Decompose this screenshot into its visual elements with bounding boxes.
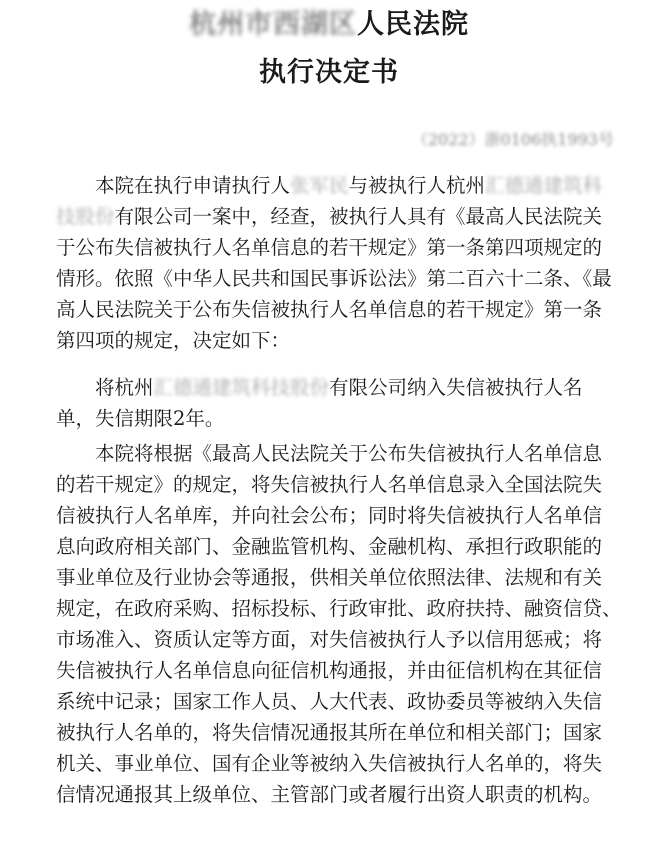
case-number: （2022）浙0106执1993号 <box>411 130 614 149</box>
text-line: 情形。依照《中华人民共和国民事诉讼法》第二百六十二条、《最 <box>56 267 612 290</box>
text-segment: 与被执行人杭州 <box>348 174 486 197</box>
text-segment: 本院在执行申请执行人 <box>95 174 291 197</box>
text-segment: 有限公司一案中，经查，被执行人具有《最高人民法院关 <box>114 205 603 228</box>
text-line: 的若干规定》的规定，将失信被执行人名单信息录入全国法院失 <box>56 473 603 496</box>
text-line: 事业单位及行业协会等通报，供相关单位依照法律、法规和有关 <box>56 566 603 589</box>
text-line: 机关、事业单位、国有企业等被纳入失信被执行人名单的，将失 <box>56 752 603 775</box>
text-line: 于公布失信被执行人名单信息的若干规定》第一条第四项规定的 <box>56 236 603 259</box>
document-title: 执行决定书 <box>259 57 399 88</box>
text-line: 市场准入、资质认定等方面，对失信被执行人予以信用惩戒；将 <box>56 628 603 651</box>
text-line: 信被执行人名单库，并向社会公布；同时将失信被执行人名单信 <box>56 504 603 527</box>
redacted-company-name: 技股份 <box>56 205 115 228</box>
text-line: 失信被执行人名单信息向征信机构通报，并由征信机构在其征信 <box>56 659 603 682</box>
text-line: 本院将根据《最高人民法院关于公布失信被执行人名单信息 <box>95 442 603 465</box>
text-line <box>56 170 640 201</box>
redacted-court-location: 杭州市西湖区 <box>189 9 357 40</box>
text-line: 高人民法院关于公布失信被执行人名单信息的若干规定》第一条 <box>56 298 603 321</box>
redacted-company-name: 汇德通建筑科 <box>485 174 603 197</box>
court-name <box>0 8 658 42</box>
text-line: 系统中记录；国家工作人员、人大代表、政协委员等被纳入失信 <box>56 690 603 713</box>
redacted-company-name: 汇德通建筑科技股份 <box>153 376 330 399</box>
text-line: 息向政府相关部门、金融监管机构、金融机构、承担行政职能的 <box>56 535 603 558</box>
text-line <box>56 372 640 403</box>
text-line: 信情况通报其上级单位、主管部门或者履行出资人职责的机构。 <box>56 783 603 806</box>
text-line <box>56 201 640 232</box>
text-line: 被执行人名单的，将失信情况通报其所在单位和相关部门；国家 <box>56 721 603 744</box>
text-segment: 有限公司纳入失信被执行人名 <box>329 376 583 399</box>
redacted-applicant-name: 张军民 <box>290 174 349 197</box>
court-name-suffix: 人民法院 <box>357 9 469 40</box>
paragraph-decision <box>56 372 640 434</box>
text-line: 第四项的规定，决定如下： <box>56 329 291 352</box>
paragraph-findings <box>56 170 640 356</box>
text-segment: 将杭州 <box>95 376 154 399</box>
paragraph-consequences <box>56 438 640 810</box>
text-line: 单，失信期限2年。 <box>56 407 225 430</box>
text-line: 规定，在政府采购、招标投标、行政审批、政府扶持、融资信贷、 <box>56 597 622 620</box>
